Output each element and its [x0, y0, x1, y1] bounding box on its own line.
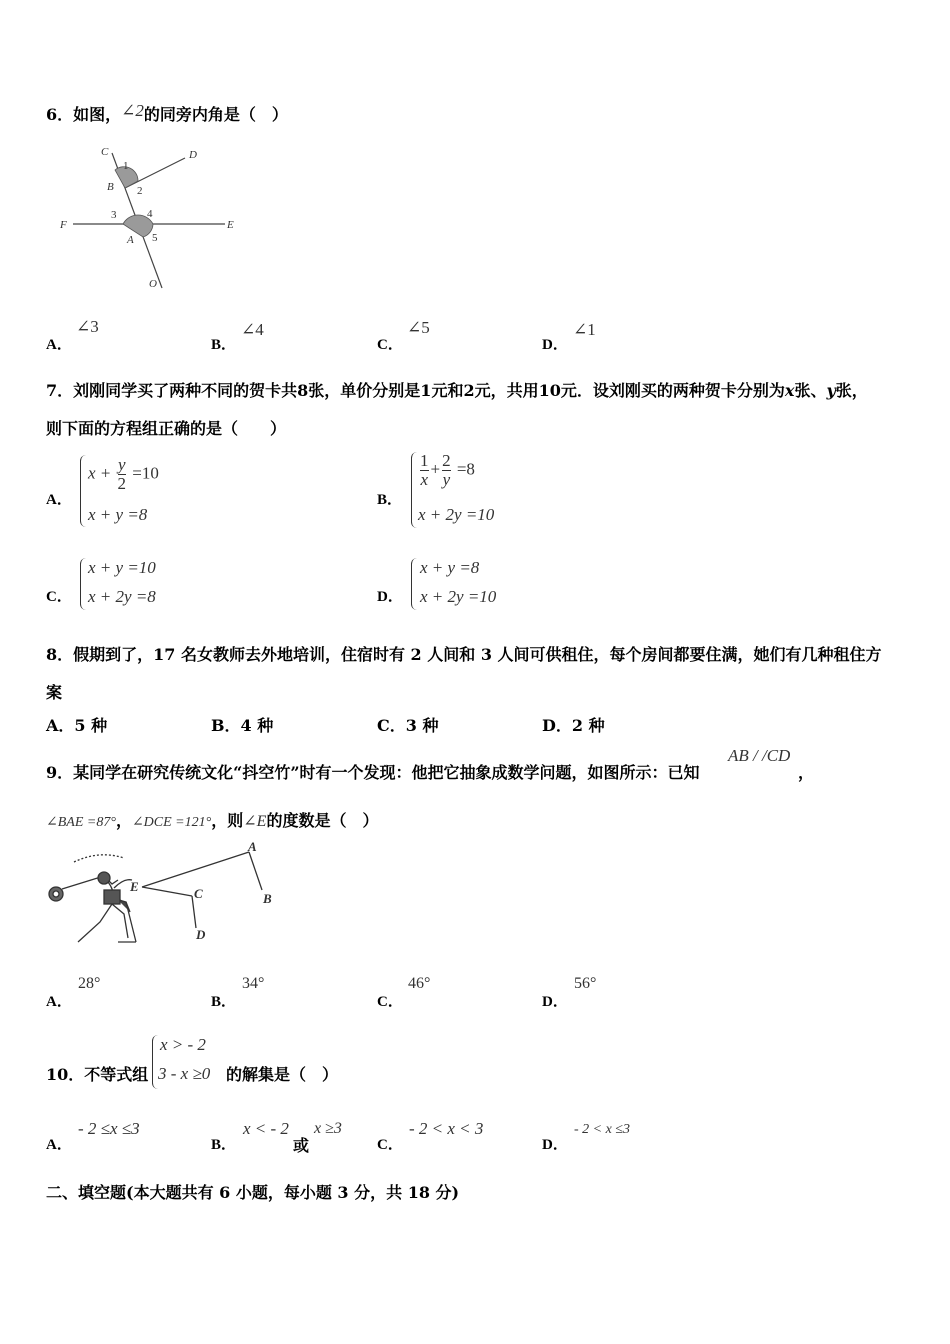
q9-option-c-letter: C． — [377, 994, 403, 1010]
q7-option-b-letter: B． — [377, 492, 403, 508]
q9-angle-e: ∠E — [243, 813, 267, 830]
q10-option-c-letter: C． — [377, 1137, 403, 1153]
q7-option-b-eq1: $\frac{1}{x}$ + $\frac{2}{y}$ =8 — [420, 451, 475, 489]
q9-figure — [44, 842, 284, 952]
q9-option-d-letter: D． — [542, 994, 568, 1010]
q6-label-4: 4 — [147, 208, 153, 220]
q9-comma: ， — [798, 763, 815, 782]
q10-option-b-or: 或 — [293, 1136, 310, 1155]
q9-stem-line1: 9．某同学在研究传统文化“抖空竹”时有一个发现：他把它抽象成数学问题，如图所示：已知 — [46, 763, 700, 782]
q9-option-b-letter: B． — [211, 994, 237, 1010]
q9-angle-dce: ∠DCE =121° — [131, 815, 212, 830]
q10-ineq1: x > - 2 — [160, 1035, 206, 1054]
q8-option-b: B．4 种 — [211, 716, 274, 735]
q6-option-a-value: ∠3 — [76, 317, 99, 336]
q10-option-a-value: - 2 ≤x ≤3 — [78, 1119, 140, 1138]
q9-label-a: A — [248, 842, 257, 854]
q10-option-b-value-a: x < - 2 — [243, 1119, 289, 1138]
q6-angle: ∠2 — [121, 101, 144, 120]
q9-option-a-letter: A． — [46, 994, 72, 1010]
q6-label-e: E — [227, 219, 234, 231]
q10-prefix: 10．不等式组 — [46, 1065, 149, 1084]
q7-stem-line2: 则下面的方程组正确的是（ ） — [46, 419, 287, 438]
q9-line-ab — [249, 852, 262, 890]
q10-option-d-letter: D． — [542, 1137, 568, 1153]
q6-label-3: 3 — [111, 209, 117, 221]
q10-option-b-value-b: x ≥3 — [314, 1120, 342, 1137]
q7-stem-line1: 7．刘刚同学买了两种不同的贺卡共8张，单价分别是1元和2元，共用10元．设刘刚买的两种贺卡分别为x张、y张， — [46, 381, 868, 400]
q6-label-o: O — [149, 278, 157, 290]
q9-stem-line2: ∠BAE =87°，∠DCE =121°，则∠E的度数是（ ） — [46, 811, 379, 830]
q10-option-b-letter: B． — [211, 1137, 237, 1153]
q7-option-b-brace — [411, 452, 418, 528]
section-2-heading: 二、填空题(本大题共有 6 小题，每小题 3 分，共 18 分) — [46, 1183, 460, 1202]
q6-label-5: 5 — [152, 232, 158, 244]
q7-option-c-eq1: x + y =10 — [88, 558, 156, 577]
q9-option-b-value: 34° — [242, 975, 265, 992]
q9-line-ea — [142, 852, 249, 887]
q6-stem: 6．如图，∠2的同旁内角是（ ） — [46, 101, 288, 124]
q9-label-c: C — [194, 886, 203, 901]
q9-option-c-value: 46° — [408, 975, 431, 992]
q8-option-c: C．3 种 — [377, 716, 439, 735]
q8-stem-line2: 案 — [46, 683, 63, 702]
q7-option-c-eq2: x + 2y =8 — [88, 587, 156, 606]
q6-label-a: A — [127, 234, 134, 246]
q7-option-a-letter: A． — [46, 492, 72, 508]
q8-option-a: A．5 种 — [46, 716, 108, 735]
q6-label-d: D — [189, 149, 197, 161]
q9-label-e: E — [130, 879, 139, 894]
q10-suffix: 的解集是（ ） — [226, 1065, 339, 1084]
q6-option-d-letter: D． — [542, 337, 568, 353]
q6-option-b-value: ∠4 — [241, 320, 264, 339]
q7-option-d-brace — [411, 558, 418, 610]
q9-option-d-value: 56° — [574, 975, 597, 992]
q6-option-b-letter: B． — [211, 337, 237, 353]
q9-label-b: B — [263, 891, 272, 906]
q7-option-a-brace — [80, 455, 87, 527]
q7-option-b-eq2: x + 2y =10 — [418, 505, 495, 524]
q6-label-1: 1 — [123, 160, 129, 172]
q8-stem-line1: 8．假期到了，17 名女教师去外地培训，住宿时有 2 人间和 3 人间可供租住，每个房间都要住满，她们有几种租住方 — [46, 645, 882, 664]
q6-label-c: C — [101, 146, 109, 158]
q9-parallel: AB / /CD — [728, 746, 791, 765]
q6-label-2: 2 — [137, 185, 143, 197]
q7-option-d-letter: D． — [377, 589, 403, 605]
q7-option-c-letter: C． — [46, 589, 72, 605]
q9-option-a-value: 28° — [78, 975, 101, 992]
q6-option-d-value: ∠1 — [573, 320, 596, 339]
q10-option-a-letter: A． — [46, 1137, 72, 1153]
q9-line-ec — [142, 887, 192, 896]
q10-option-d-value: - 2 < x ≤3 — [574, 1122, 631, 1137]
q6-option-c-letter: C． — [377, 337, 403, 353]
q8-option-d: D．2 种 — [542, 716, 605, 735]
q7-option-c-brace — [80, 558, 87, 610]
q6-option-a-letter: A． — [46, 337, 72, 353]
q9-person-illustration — [49, 855, 136, 942]
q7-option-d-eq2: x + 2y =10 — [420, 587, 497, 606]
q6-label-f: F — [60, 219, 67, 231]
q10-ineq2: 3 - x ≥0 — [158, 1064, 211, 1083]
q7-option-a-eq2: x + y =8 — [88, 505, 148, 524]
q6-figure — [55, 140, 245, 295]
q10-option-c-value: - 2 < x < 3 — [409, 1119, 484, 1138]
q9-angle-bae: ∠BAE =87° — [46, 815, 116, 830]
q7-option-a-eq1: x + $\frac{y}{2}$ =10 — [88, 455, 159, 493]
q9-label-d: D — [196, 927, 206, 942]
q7-option-d-eq1: x + y =8 — [420, 558, 480, 577]
q6-option-c-value: ∠5 — [407, 318, 430, 337]
q6-label-b: B — [107, 181, 114, 193]
